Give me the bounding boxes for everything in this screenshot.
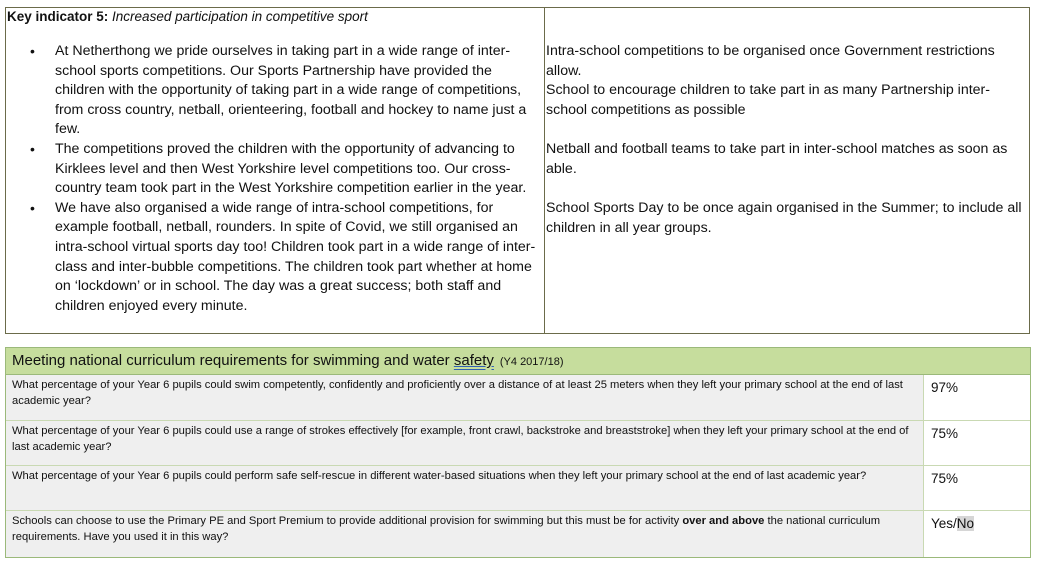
header-year-note: (Y4 2017/18) [499,356,564,368]
key-indicator-label: Key indicator 5: [7,9,109,24]
question-cell: What percentage of your Year 6 pupils could swim competently, confidently and proficiently over a distance of at least 25 meters when they left your primary school at the end of last academic year? [6,375,924,420]
swimming-table-header [6,348,1030,375]
table-row [6,421,1030,466]
answer-cell: 97% [931,380,959,395]
question-text: the national curriculum requirements. Have you used it in this way? [12,515,881,543]
key-indicator-description: Increased participation in competitive sport [112,9,368,24]
header-link-text: safety [453,352,494,369]
question-cell [6,511,924,557]
answer-cell: 75% [931,426,959,441]
list-item [6,140,541,199]
swimming-table [5,347,1031,558]
answer-cell: 75% [931,471,959,486]
question-bold-text: over and above [682,515,765,527]
table-row [6,466,1030,511]
question-cell: What percentage of your Year 6 pupils could perform safe self-rescue in different water-based situations when they left your primary school at the end of last academic year? [6,466,924,510]
bullet-icon: • [30,43,35,59]
next-step-text: Netball and football teams to take part in inter-school matches as soon as able. [546,141,1008,177]
key-indicator-title [7,9,368,24]
question-text: Schools can choose to use the Primary PE and Sport Premium to provide additional provision for swimming but this must be for activity [12,515,683,527]
answer-yes: Yes/ [931,516,957,531]
key-indicator-table [5,7,1030,334]
key-indicator-actions-cell [6,8,545,333]
answer-no: No [956,516,975,531]
next-step-text: Intra-school competitions to be organised once Government restrictions allow. [546,43,995,79]
bullet-text: We have also organised a wide range of intra-school competitions, for example football, netball, rounders. In spite of Covid, we still organised an intra-school virtual sports day too! Children took part in a wide range of inter-class and inter-bubble competitions. The children took part whether at home on ‘lockdown’ or in school. The day was a great success; both staff and children enjoyed every minute. [55,199,536,314]
header-text: Meeting national curriculum requirements for swimming and water [12,352,454,369]
list-item [6,199,541,317]
bullet-icon: • [30,140,35,157]
next-step-text: School Sports Day to be once again organised in the Summer; to include all children in all year groups. [546,200,1022,236]
key-indicator-bullet-list [6,42,541,316]
key-indicator-next-steps-cell [545,8,1029,333]
next-step-text: School to encourage children to take part in as many Partnership inter-school competitions as possible [546,82,990,118]
answer-cell [924,511,1030,557]
bullet-text: The competitions proved the children with the opportunity of advancing to Kirklees level and then West Yorkshire level competitions too. Our cross-country team took part in the West Yorkshire competition earlier in the year. [55,140,527,197]
question-cell: What percentage of your Year 6 pupils could use a range of strokes effectively [for example, front crawl, backstroke and breaststroke] when they left your primary school at the end of last academic year? [6,421,924,465]
bullet-icon: • [30,199,35,216]
table-row [6,511,1030,557]
swimming-table-title [12,352,564,369]
bullet-text: At Netherthong we pride ourselves in taking part in a wide range of inter-school sports competitions. Our Sports Partnership have provided the children with the opportunity of taking part in a wide range of competitions, from cross country, netball, orienteering, football and hockey to name just a few. [55,43,527,138]
table-row [6,375,1030,421]
list-item [6,42,541,140]
